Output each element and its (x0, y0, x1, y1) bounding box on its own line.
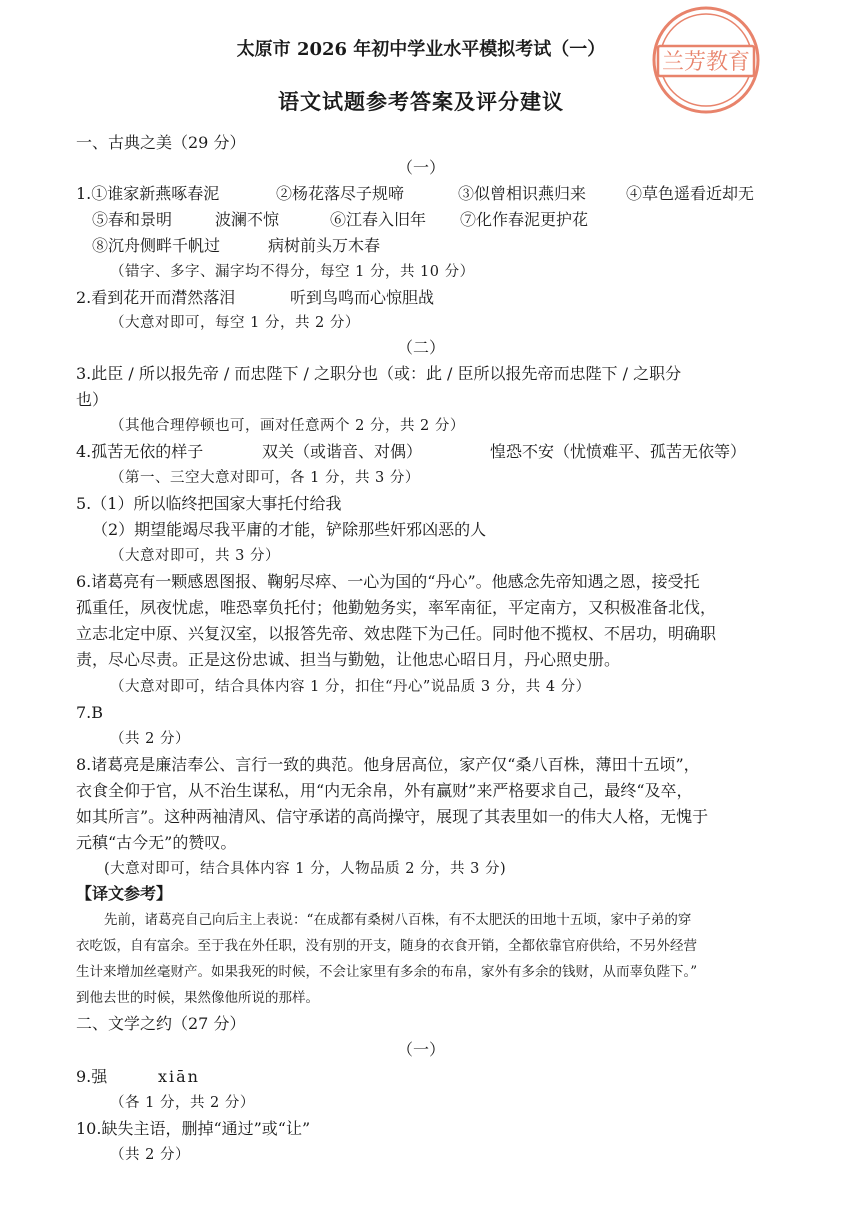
scoring-note: （共 2 分） (110, 1147, 190, 1163)
answer: 波澜不惊 (215, 210, 280, 229)
answer: 孤重任，夙夜忧虑，唯恐辜负托付；他勤勉务实，率军南征，平定南方，又积极准备北伐， (76, 598, 717, 617)
scoring-note: （各 1 分，共 2 分） (110, 1095, 255, 1111)
scoring-note: （共 2 分） (110, 731, 190, 747)
scoring-note: （大意对即可，共 3 分） (110, 548, 280, 564)
scoring-note: （大意对即可，结合具体内容 1 分，扣住“丹心”说品质 3 分，共 4 分） (110, 679, 591, 695)
answer: 责，尽心尽责。正是这份忠诚、担当与勤勉，让他忠心昭日月，丹心照史册。 (76, 650, 621, 669)
answer: xiān (158, 1067, 200, 1086)
answer: ⑦化作春泥更护花 (460, 210, 589, 229)
translation-heading: 【译文参考】 (76, 884, 173, 903)
answer: 惶恐不安（忧愤难平、孤苦无依等） (490, 442, 747, 461)
answer: ③似曾相识燕归来 (458, 184, 587, 203)
scoring-note: (大意对即可，结合具体内容 1 分，人物品质 2 分，共 3 分) (104, 861, 507, 877)
translation-text: 衣吃饭，自有富余。至于我在外任职，没有别的开支，随身的衣食开销，全都依靠官府供给，不另外经营 (76, 938, 697, 954)
answer: 元稹“古今无”的赞叹。 (76, 833, 237, 852)
answer: 3.此臣 / 所以报先帝 / 而忠陛下 / 之职分也（或：此 / 臣所以报先帝而忠陛下 / 之职分 (76, 364, 682, 383)
answer: 衣食全仰于官，从不治生谋私，用“内无余帛，外有赢财”来严格要求自己，最终“及卒， (76, 781, 693, 800)
answer: 7.B (76, 703, 104, 722)
answer: ④草色遥看近却无 (626, 184, 755, 203)
answer: 9.强 (76, 1067, 108, 1086)
doc-title: 太原市 2026 年初中学业水平模拟考试（一） (236, 39, 606, 60)
answer: 6.诸葛亮有一颗感恩图报、鞠躬尽瘁、一心为国的“丹心”。他感念先帝知遇之恩，接受托 (76, 572, 700, 591)
part-heading: （二） (396, 338, 445, 357)
answer: 听到鸟鸣而心惊胆战 (290, 288, 435, 307)
scoring-note: （其他合理停顿也可，画对任意两个 2 分，共 2 分） (110, 418, 465, 434)
answer: 立志北定中原、兴复汉室，以报答先帝、效忠陛下为己任。同时他不揽权、不居功，明确职 (76, 624, 717, 643)
scoring-note: （错字、多字、漏字均不得分，每空 1 分，共 10 分） (110, 264, 475, 280)
answer: 2.看到花开而潸然落泪 (76, 288, 236, 307)
scoring-note: （大意对即可，每空 1 分，共 2 分） (110, 315, 360, 331)
answer: 10.缺失主语，删掉“通过”或“让” (76, 1119, 311, 1138)
answer: （2）期望能竭尽我平庸的才能，铲除那些奸邪凶恶的人 (92, 520, 487, 539)
answer: 也） (76, 390, 109, 409)
section-heading: 二、文学之约（27 分） (76, 1014, 246, 1033)
answer: 8.诸葛亮是廉洁奉公、言行一致的典范。他身居高位，家产仅“桑八百株，薄田十五顷”， (76, 755, 700, 774)
answer: ⑥江春入旧年 (330, 210, 427, 229)
answer: 双关（或谐音、对偶） (262, 442, 423, 461)
scoring-note: （第一、三空大意对即可，各 1 分，共 3 分） (110, 470, 420, 486)
q1-line1 (76, 184, 219, 204)
section-heading: 一、古典之美（29 分） (76, 133, 246, 152)
translation-text: 先前，诸葛亮自己向后主上表说：“在成都有桑树八百株，有不太肥沃的田地十五顷，家中子弟的穿 (104, 912, 692, 928)
translation-text: 生计来增加丝毫财产。如果我死的时候，不会让家里有多余的布帛，家外有多余的钱财，从而辜负陛下。” (76, 964, 698, 980)
doc-subtitle: 语文试题参考答案及评分建议 (278, 89, 564, 114)
answer: 如其所言”。这种两袖清风、信守承诺的高尚操守，展现了其表里如一的伟大人格，无愧于 (76, 807, 709, 826)
part-heading: （一） (396, 158, 445, 177)
answer: 4.孤苦无依的样子 (76, 442, 204, 461)
part-heading: （一） (396, 1040, 445, 1059)
answer: ②杨花落尽子规啼 (276, 184, 405, 203)
answer: 1.①谁家新燕啄春泥 (76, 184, 220, 203)
answer: 病树前头万木春 (268, 236, 381, 255)
translation-text: 到他去世的时候，果然像他所说的那样。 (76, 990, 319, 1006)
answer: 5.（1）所以临终把国家大事托付给我 (76, 494, 342, 513)
stamp-text: 兰芳教育 (661, 50, 751, 75)
answer: ⑧沉舟侧畔千帆过 (92, 236, 221, 255)
answer: ⑤春和景明 (92, 210, 173, 229)
